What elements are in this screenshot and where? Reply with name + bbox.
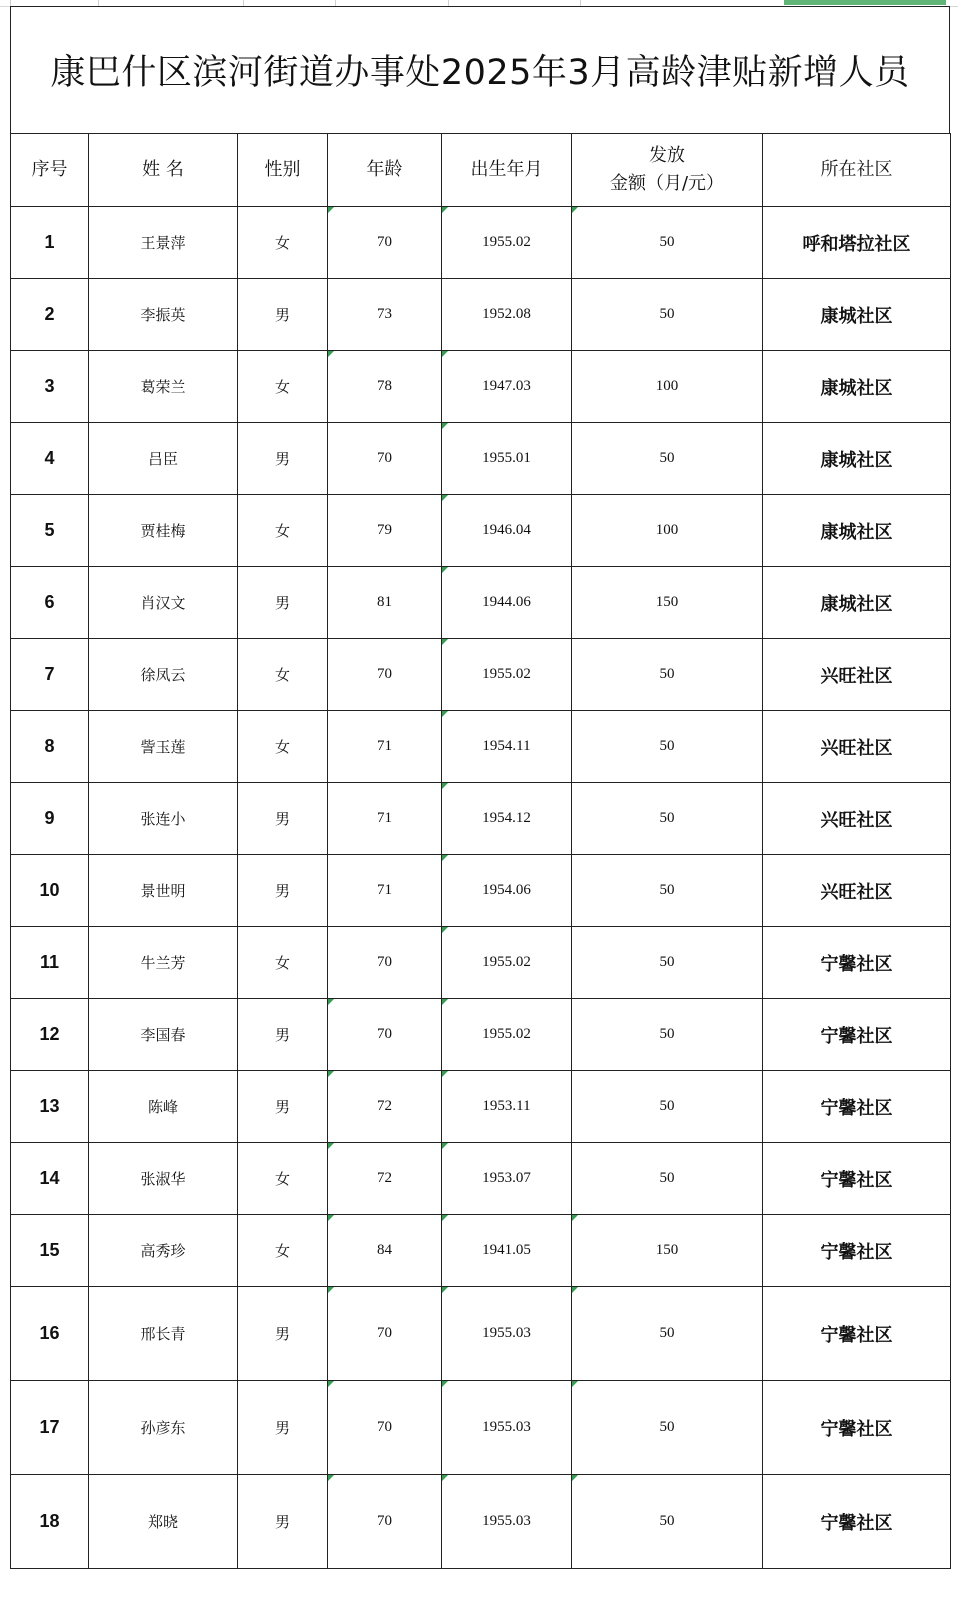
cell-amount[interactable]: 150	[572, 1215, 763, 1287]
cell-gender[interactable]: 男	[238, 279, 328, 351]
table-body	[11, 207, 951, 1569]
table-row	[11, 1475, 951, 1569]
header-row	[11, 134, 951, 207]
cell-gender[interactable]: 男	[238, 423, 328, 495]
cell-community[interactable]: 兴旺社区	[763, 855, 951, 927]
cell-birth[interactable]: 1955.03	[442, 1381, 572, 1475]
cell-gender[interactable]: 女	[238, 1215, 328, 1287]
cell-amount[interactable]: 50	[572, 1143, 763, 1215]
cell-birth[interactable]: 1954.11	[442, 711, 572, 783]
cell-birth[interactable]: 1954.06	[442, 855, 572, 927]
header-community[interactable]: 所在社区	[763, 134, 951, 207]
cell-community[interactable]: 宁馨社区	[763, 1215, 951, 1287]
cell-seq[interactable]: 8	[11, 711, 89, 783]
cell-age[interactable]: 71	[328, 855, 442, 927]
cell-age[interactable]: 84	[328, 1215, 442, 1287]
cell-age[interactable]: 73	[328, 279, 442, 351]
cell-age[interactable]: 70	[328, 207, 442, 279]
cell-community[interactable]: 呼和塔拉社区	[763, 207, 951, 279]
cell-gender[interactable]: 男	[238, 567, 328, 639]
cell-birth[interactable]: 1946.04	[442, 495, 572, 567]
cell-community[interactable]: 宁馨社区	[763, 1287, 951, 1381]
table-row	[11, 567, 951, 639]
cell-age[interactable]: 81	[328, 567, 442, 639]
cell-seq[interactable]: 9	[11, 783, 89, 855]
cell-gender[interactable]: 女	[238, 495, 328, 567]
cell-gender[interactable]: 男	[238, 1287, 328, 1381]
table-row	[11, 855, 951, 927]
cell-seq[interactable]: 14	[11, 1143, 89, 1215]
cell-birth[interactable]: 1944.06	[442, 567, 572, 639]
cell-seq[interactable]: 6	[11, 567, 89, 639]
cell-age[interactable]: 70	[328, 639, 442, 711]
cell-name[interactable]: 徐凤云	[89, 639, 238, 711]
table-row	[11, 639, 951, 711]
table-row	[11, 999, 951, 1071]
header-amount-line2: 金额（月/元）	[609, 173, 725, 194]
cell-gender[interactable]: 女	[238, 207, 328, 279]
table-row	[11, 1143, 951, 1215]
cell-seq[interactable]: 3	[11, 351, 89, 423]
cell-amount[interactable]: 50	[572, 423, 763, 495]
cell-amount[interactable]: 50	[572, 855, 763, 927]
cell-community[interactable]: 康城社区	[763, 279, 951, 351]
cell-amount[interactable]: 100	[572, 495, 763, 567]
cell-amount[interactable]: 50	[572, 639, 763, 711]
cell-amount[interactable]: 100	[572, 351, 763, 423]
cell-seq[interactable]: 2	[11, 279, 89, 351]
cell-amount[interactable]: 50	[572, 1381, 763, 1475]
cell-gender[interactable]: 女	[238, 639, 328, 711]
table-row	[11, 783, 951, 855]
cell-age[interactable]: 70	[328, 1381, 442, 1475]
cell-gender[interactable]: 男	[238, 1475, 328, 1569]
cell-name[interactable]: 陈峰	[89, 1071, 238, 1143]
cell-birth[interactable]: 1952.08	[442, 279, 572, 351]
table-row	[11, 711, 951, 783]
cell-age[interactable]: 70	[328, 1475, 442, 1569]
cell-amount[interactable]: 150	[572, 567, 763, 639]
cell-gender[interactable]: 女	[238, 927, 328, 999]
header-name[interactable]: 姓 名	[89, 134, 238, 207]
cell-birth[interactable]: 1955.03	[442, 1287, 572, 1381]
cell-community[interactable]: 宁馨社区	[763, 927, 951, 999]
cell-community[interactable]: 宁馨社区	[763, 999, 951, 1071]
cell-seq[interactable]: 16	[11, 1287, 89, 1381]
cell-name[interactable]: 孙彦东	[89, 1381, 238, 1475]
table-row	[11, 1287, 951, 1381]
header-birth[interactable]: 出生年月	[442, 134, 572, 207]
cell-birth[interactable]: 1947.03	[442, 351, 572, 423]
cell-community[interactable]: 兴旺社区	[763, 711, 951, 783]
header-age[interactable]: 年龄	[328, 134, 442, 207]
cell-name[interactable]: 李国春	[89, 999, 238, 1071]
cell-birth[interactable]: 1955.02	[442, 927, 572, 999]
cell-seq[interactable]: 15	[11, 1215, 89, 1287]
cell-community[interactable]: 兴旺社区	[763, 639, 951, 711]
cell-name[interactable]: 吕臣	[89, 423, 238, 495]
cell-community[interactable]: 宁馨社区	[763, 1475, 951, 1569]
cell-birth[interactable]: 1953.11	[442, 1071, 572, 1143]
cell-community[interactable]: 康城社区	[763, 567, 951, 639]
cell-seq[interactable]: 1	[11, 207, 89, 279]
cell-name[interactable]: 牛兰芳	[89, 927, 238, 999]
cell-community[interactable]: 康城社区	[763, 423, 951, 495]
cell-community[interactable]: 宁馨社区	[763, 1381, 951, 1475]
cell-birth[interactable]: 1955.02	[442, 207, 572, 279]
table-row	[11, 927, 951, 999]
cell-amount[interactable]: 50	[572, 1287, 763, 1381]
cell-gender[interactable]: 女	[238, 711, 328, 783]
cell-name[interactable]: 郑晓	[89, 1475, 238, 1569]
cell-seq[interactable]: 11	[11, 927, 89, 999]
page-title: 康巴什区滨河街道办事处2025年3月高龄津贴新增人员	[50, 53, 910, 93]
cell-age[interactable]: 71	[328, 783, 442, 855]
cell-gender[interactable]: 男	[238, 999, 328, 1071]
cell-age[interactable]: 70	[328, 927, 442, 999]
table-row	[11, 1071, 951, 1143]
cell-age[interactable]: 72	[328, 1143, 442, 1215]
header-amount[interactable]	[572, 134, 763, 207]
cell-birth[interactable]: 1955.02	[442, 639, 572, 711]
table-row	[11, 1215, 951, 1287]
cell-age[interactable]: 78	[328, 351, 442, 423]
cell-birth[interactable]: 1953.07	[442, 1143, 572, 1215]
selected-column-indicator	[784, 0, 946, 5]
cell-gender[interactable]: 男	[238, 1381, 328, 1475]
cell-birth[interactable]: 1955.01	[442, 423, 572, 495]
cell-community[interactable]: 康城社区	[763, 495, 951, 567]
table-row	[11, 279, 951, 351]
cell-seq[interactable]: 5	[11, 495, 89, 567]
cell-amount[interactable]: 50	[572, 207, 763, 279]
cell-name[interactable]: 葛荣兰	[89, 351, 238, 423]
cell-seq[interactable]: 13	[11, 1071, 89, 1143]
cell-age[interactable]: 71	[328, 711, 442, 783]
cell-community[interactable]: 康城社区	[763, 351, 951, 423]
cell-amount[interactable]: 50	[572, 783, 763, 855]
cell-amount[interactable]: 50	[572, 1475, 763, 1569]
cell-amount[interactable]: 50	[572, 1071, 763, 1143]
cell-name[interactable]: 张连小	[89, 783, 238, 855]
cell-gender[interactable]: 女	[238, 1143, 328, 1215]
table-row	[11, 423, 951, 495]
cell-seq[interactable]: 18	[11, 1475, 89, 1569]
cell-amount[interactable]: 50	[572, 927, 763, 999]
title-cell[interactable]	[10, 6, 950, 133]
cell-seq[interactable]: 17	[11, 1381, 89, 1475]
cell-age[interactable]: 70	[328, 999, 442, 1071]
cell-gender[interactable]: 男	[238, 1071, 328, 1143]
cell-name[interactable]: 张淑华	[89, 1143, 238, 1215]
cell-birth[interactable]: 1954.12	[442, 783, 572, 855]
cell-age[interactable]: 72	[328, 1071, 442, 1143]
header-gender[interactable]: 性别	[238, 134, 328, 207]
subsidy-table	[10, 133, 951, 1569]
cell-age[interactable]: 70	[328, 423, 442, 495]
cell-amount[interactable]: 50	[572, 999, 763, 1071]
table-row	[11, 351, 951, 423]
cell-birth[interactable]: 1941.05	[442, 1215, 572, 1287]
cell-gender[interactable]: 男	[238, 855, 328, 927]
cell-community[interactable]: 宁馨社区	[763, 1143, 951, 1215]
cell-gender[interactable]: 女	[238, 351, 328, 423]
cell-amount[interactable]: 50	[572, 279, 763, 351]
cell-seq[interactable]: 4	[11, 423, 89, 495]
cell-name[interactable]: 贾桂梅	[89, 495, 238, 567]
spreadsheet	[10, 6, 950, 1569]
cell-name[interactable]: 高秀珍	[89, 1215, 238, 1287]
header-amount-line1: 发放	[649, 145, 685, 166]
cell-age[interactable]: 70	[328, 1287, 442, 1381]
header-seq[interactable]: 序号	[11, 134, 89, 207]
cell-name[interactable]: 邢长青	[89, 1287, 238, 1381]
cell-seq[interactable]: 7	[11, 639, 89, 711]
cell-name[interactable]: 肖汉文	[89, 567, 238, 639]
cell-community[interactable]: 兴旺社区	[763, 783, 951, 855]
cell-name[interactable]: 李振英	[89, 279, 238, 351]
cell-birth[interactable]: 1955.03	[442, 1475, 572, 1569]
cell-name[interactable]: 景世明	[89, 855, 238, 927]
table-row	[11, 207, 951, 279]
cell-name[interactable]: 訾玉莲	[89, 711, 238, 783]
cell-amount[interactable]: 50	[572, 711, 763, 783]
table-row	[11, 1381, 951, 1475]
cell-gender[interactable]: 男	[238, 783, 328, 855]
cell-seq[interactable]: 12	[11, 999, 89, 1071]
cell-community[interactable]: 宁馨社区	[763, 1071, 951, 1143]
table-row	[11, 495, 951, 567]
cell-name[interactable]: 王景萍	[89, 207, 238, 279]
cell-seq[interactable]: 10	[11, 855, 89, 927]
cell-birth[interactable]: 1955.02	[442, 999, 572, 1071]
cell-age[interactable]: 79	[328, 495, 442, 567]
